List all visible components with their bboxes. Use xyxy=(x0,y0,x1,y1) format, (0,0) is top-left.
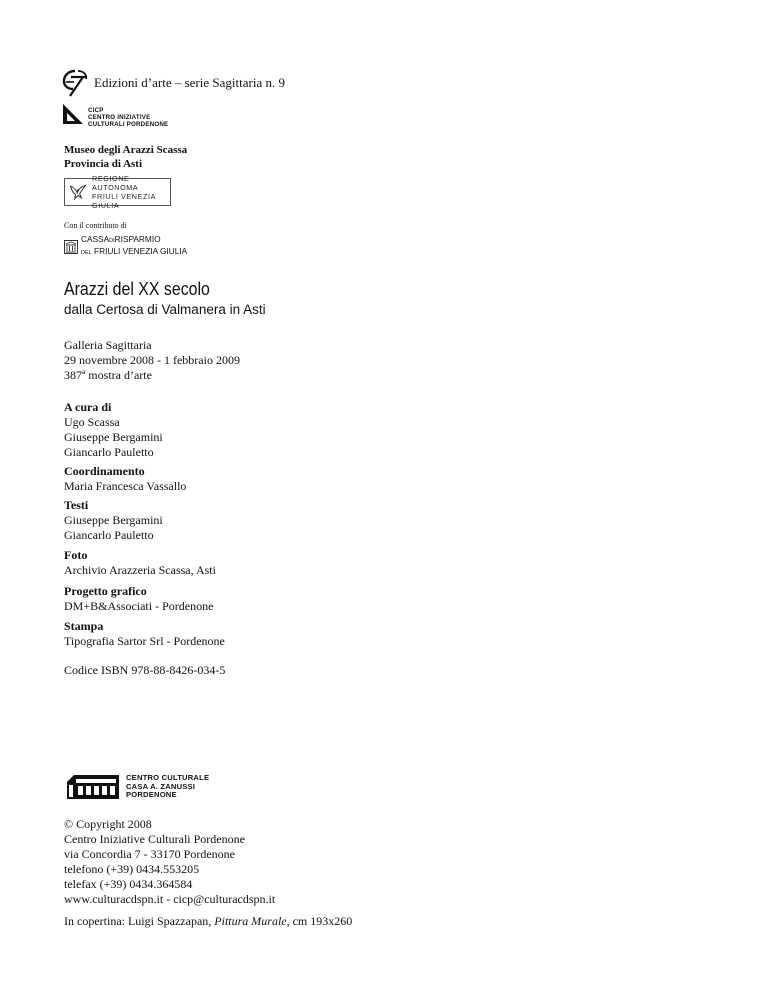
credit-line: Giancarlo Pauletto xyxy=(64,528,154,542)
cover-note xyxy=(64,914,352,929)
cicp-line: CENTRO INIZIATIVE xyxy=(88,114,151,122)
credit-line: Giancarlo Pauletto xyxy=(64,445,154,459)
bank-small: DI xyxy=(109,238,115,244)
credit-heading: Progetto grafico xyxy=(64,584,147,598)
copyright-line: telefono (+39) 0434.553205 xyxy=(64,862,200,876)
cicp-line: CULTURALI PORDENONE xyxy=(88,121,169,129)
bank-word: FRIULI VENEZIA GIULIA xyxy=(94,245,188,256)
bank-logo xyxy=(64,235,187,258)
bank-word: CASSA xyxy=(81,234,110,244)
credit-photo xyxy=(64,548,216,578)
credit-line: Ugo Scassa xyxy=(64,415,120,429)
credit-line: Maria Francesca Vassallo xyxy=(64,479,187,493)
credit-line: DM+B&Associati - Pordenone xyxy=(64,599,214,613)
cicp-line: CICP xyxy=(88,107,104,114)
credit-heading: Testi xyxy=(64,498,89,512)
credit-coordination xyxy=(64,464,186,494)
copyright-line: © Copyright 2008 xyxy=(64,817,152,831)
cover-note-work: Pittura Murale xyxy=(214,914,287,928)
credit-print xyxy=(64,619,225,649)
page-title: Arazzi del XX secolo xyxy=(64,278,210,299)
credit-heading: Coordinamento xyxy=(64,464,145,478)
page-subtitle: dalla Certosa di Valmanera in Asti xyxy=(64,302,266,317)
copyright-block xyxy=(64,817,275,907)
credit-design xyxy=(64,584,213,614)
isbn: Codice ISBN 978-88-8426-034-5 xyxy=(64,663,226,677)
region-line: FRIULI VENEZIA GIULIA xyxy=(92,192,156,210)
eagle-icon xyxy=(68,181,88,203)
cover-note-suffix: , cm 193x260 xyxy=(286,914,353,928)
contribution-label: Con il contributo di xyxy=(64,221,127,230)
dates: 29 novembre 2008 - 1 febbraio 2009 xyxy=(64,353,240,367)
credit-heading: A cura di xyxy=(64,400,112,414)
credit-line: Tipografia Sartor Srl - Pordenone xyxy=(64,634,225,648)
copyright-line: Centro Iniziative Culturali Pordenone xyxy=(64,832,245,846)
exhibition-number: 387ª mostra d’arte xyxy=(64,368,152,382)
copyright-line: www.culturacdspn.it - cicp@culturacdspn.it xyxy=(64,892,276,906)
series-text: Edizioni d’arte – serie Sagittaria n. 9 xyxy=(94,75,285,90)
venue: Galleria Sagittaria xyxy=(64,338,152,352)
credit-texts xyxy=(64,498,163,543)
sagittaria-monogram-icon xyxy=(62,68,88,98)
museum-block xyxy=(64,143,187,171)
museum-name: Museo degli Arazzi Scassa xyxy=(64,144,188,156)
credit-line: Giuseppe Bergamini xyxy=(64,430,163,444)
cicp-logo xyxy=(62,103,168,129)
series-line xyxy=(62,68,285,98)
region-line: REGIONE AUTONOMA xyxy=(92,174,139,192)
credit-line: Giuseppe Bergamini xyxy=(64,513,163,527)
credit-curators xyxy=(64,400,163,460)
bank-word: RISPARMIO xyxy=(114,234,161,244)
bank-small: DEL xyxy=(81,249,92,256)
credit-heading: Stampa xyxy=(64,619,104,633)
exhibition-info xyxy=(64,338,240,383)
copyright-line: telefax (+39) 0434.364584 xyxy=(64,877,193,891)
cicp-triangle-icon xyxy=(62,103,84,125)
copyright-line: via Concordia 7 - 33170 Pordenone xyxy=(64,847,235,861)
credit-heading: Foto xyxy=(64,548,88,562)
zanussi-line: PORDENONE xyxy=(126,790,177,800)
zanussi-line: CENTRO CULTURALE xyxy=(126,772,210,782)
cover-note-prefix: In copertina: Luigi Spazzapan, xyxy=(64,914,215,928)
region-logo xyxy=(64,174,171,210)
building-icon xyxy=(66,772,120,802)
zanussi-line: CASA A. ZANUSSI xyxy=(126,781,196,791)
zanussi-logo xyxy=(66,772,209,802)
province-name: Provincia di Asti xyxy=(64,158,143,170)
credit-line: Archivio Arazzeria Scassa, Asti xyxy=(64,563,216,577)
bank-building-icon xyxy=(64,240,78,254)
